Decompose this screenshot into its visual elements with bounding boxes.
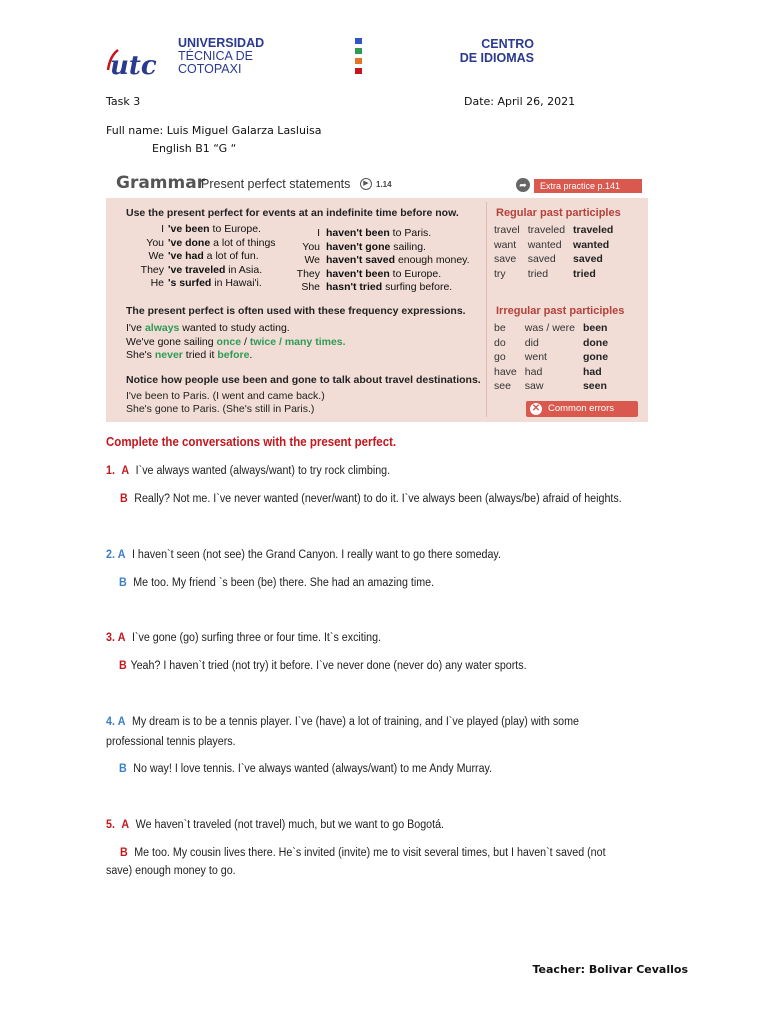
right-example-row [292,227,492,241]
frequency-word: twice [249,335,277,348]
participle-cell: wanted [527,238,562,251]
example-rest: in Asia. [225,263,263,276]
right-example-row [292,254,492,268]
item-1b: B Really? Not me. I`ve never wanted (never/want) to do it. I`ve always been (always/be) afraid of heights. [120,493,622,505]
right-example-row [292,241,492,255]
example-verb: haven't been [326,227,390,239]
participle-cell: been [582,322,608,334]
example-subject: We [304,254,320,266]
example-subject: We [148,250,164,262]
participle-cell: go [494,351,506,363]
frequency-row [126,336,346,350]
example-verb: haven't been [326,267,390,280]
example-verb: haven't saved [326,254,396,266]
left-example-row [126,250,259,264]
frequency-word: always [144,322,180,334]
participle-row [494,252,621,267]
participle-cell: want [494,238,517,251]
item-1a: 1. A I`ve always wanted (always/want) to try rock climbing. [106,465,391,477]
example-rest: enough money. [395,254,470,266]
frequency-text: wanted to study acting. [179,322,290,334]
frequency-text: tried it [182,349,218,361]
item-5a: 5. A We haven`t traveled (not travel) much, but we want to go Bogotá. [106,819,445,831]
travel-example-1: I've been to Paris. (I went and came back.) [126,390,325,402]
grammar-subtitle: Present perfect statements [201,177,351,191]
left-example-row [126,277,262,291]
frequency-text: We've gone sailing [126,335,217,348]
example-rest: to Paris. [389,227,432,239]
utc-logo [104,40,170,80]
item-4b: B No way! I love tennis. I`ve always wanted (always/want) to me Andy Murray. [119,763,493,775]
example-verb: 've been [168,223,210,235]
audio-icon: ▶ [360,178,372,190]
frequency-row [126,322,346,336]
task-label: Task 3 [106,95,141,108]
participle-row [494,321,616,336]
participle-cell: have [494,365,517,378]
irregular-table [494,321,616,394]
participle-cell: gone [582,351,609,363]
participle-row [494,238,621,253]
participle-cell: had [582,365,602,378]
participle-cell: was / were [524,322,575,334]
participle-row [494,336,616,351]
example-verb: 've traveled [168,263,226,276]
frequency-text: . [249,349,253,361]
example-rest: in Hawai'i. [211,277,262,289]
item-4a-cont: professional tennis players. [106,736,236,748]
grammar-title: Grammar [116,173,206,193]
participle-cell: do [494,336,506,349]
example-verb: 've had [168,250,204,262]
regular-table [494,223,621,281]
example-rest: to Europe. [209,223,261,235]
example-subject: He [150,277,164,289]
right-example-row [292,268,492,282]
participle-cell: save [494,253,517,265]
rule-3: Notice how people use been and gone to talk about travel destinations. [126,374,481,386]
item-2a: 2. A I haven`t seen (not see) the Grand Canyon. I really want to go there someday. [106,549,501,561]
example-rest: a lot of things [210,236,276,249]
participle-cell: wanted [573,238,610,251]
date-label: Date: April 26, 2021 [464,95,576,108]
item-4a: 4. A My dream is to be a tennis player. I`ve (have) a lot of training, and I`ve played (play) with some [106,716,579,728]
example-subject: She [301,281,320,293]
frequency-text: She's [126,349,155,361]
item-3a: 3. A I`ve gone (go) surfing three or four time. It`s exciting. [106,632,382,644]
participle-cell: saved [573,253,603,265]
example-subject: I [317,227,320,239]
example-rest: a lot of fun. [203,250,259,262]
example-subject: I [161,223,164,235]
frequency-word: before [217,349,250,361]
frequency-word: never [154,349,183,361]
example-subject: You [302,240,320,253]
participle-row [494,365,616,380]
example-verb: haven't gone [326,240,391,253]
right-example-row [292,281,492,295]
participle-cell: done [582,336,609,349]
right-examples [292,227,492,295]
logo-text: utc [110,51,157,80]
participle-cell: saved [527,253,556,265]
participle-cell: try [494,267,506,280]
regular-title: Regular past participles [496,207,621,219]
participle-row [494,267,621,282]
participle-row [494,379,616,394]
participle-cell: traveled [527,224,566,236]
left-example-row [126,263,263,278]
example-subject: They [140,263,164,276]
university-name: UNIVERSIDAD TÉCNICA DE COTOPAXI [178,36,265,76]
participle-cell: tried [527,267,549,280]
participle-row [494,350,616,365]
rule-2: The present perfect is often used with these frequency expressions. [126,305,466,317]
full-name: Full name: Luis Miguel Galarza Lasluisa [106,124,322,137]
participle-cell: saw [524,380,544,392]
participle-cell: tried [573,267,596,280]
common-errors-badge: ✕ Common errors [526,401,638,417]
item-2b: B Me too. My friend `s been (be) there. She had an amazing time. [119,577,435,589]
left-examples [126,223,276,291]
left-example-row [126,236,276,251]
item-3b: B Yeah? I haven`t tried (not try) it before. I`ve never done (never do) any water sports. [119,660,527,672]
participle-cell: did [524,336,539,349]
participle-cell: went [524,351,547,363]
item-5b-cont: save) enough money to go. [106,865,236,877]
example-rest: surfing before. [382,281,453,293]
close-icon: ✕ [531,403,541,414]
item-5b: B Me too. My cousin lives there. He`s invited (invite) me to visit several times, but I haven`t saved (not [119,847,606,859]
frequency-text: I've [126,322,145,334]
extra-practice-badge: Extra practice p.141 [534,179,642,193]
exercise-instruction: Complete the conversations with the present perfect. [106,435,397,449]
rule-1: Use the present perfect for events at an indefinite time before now. [126,207,459,219]
example-subject: They [296,267,320,280]
grammar-box [106,172,648,422]
participle-cell: travel [494,224,520,236]
frequency-word: / many times. [276,335,346,348]
left-example-row [126,223,261,237]
example-verb: 've done [168,236,211,249]
participle-cell: had [524,365,543,378]
irregular-title: Irregular past participles [496,305,625,317]
participle-cell: seen [582,380,607,392]
example-verb: 's surfed [168,277,212,289]
participle-cell: be [494,322,506,334]
participle-row [494,223,621,238]
travel-example-2: She's gone to Paris. (She's still in Paris.) [126,403,315,415]
participle-cell: see [494,380,511,392]
example-rest: sailing. [390,240,426,253]
frequency-text: / [241,335,250,348]
track-number: 1.14 [376,180,392,189]
example-subject: You [146,236,164,249]
participle-cell: traveled [573,224,614,236]
course-label: English B1 “G “ [152,142,237,155]
divider [486,202,487,417]
teacher-name: Teacher: Bolivar Cevallos [532,963,688,976]
example-verb: hasn't tried [326,281,383,293]
grammar-header [106,172,648,198]
frequency-row [126,349,346,363]
color-squares [355,38,363,78]
example-rest: to Europe. [389,267,442,280]
centro-idiomas: CENTRO DE IDIOMAS [459,37,534,65]
frequency-examples [126,322,346,363]
share-arrow-icon: ➦ [516,178,530,192]
frequency-word: once [216,335,242,348]
